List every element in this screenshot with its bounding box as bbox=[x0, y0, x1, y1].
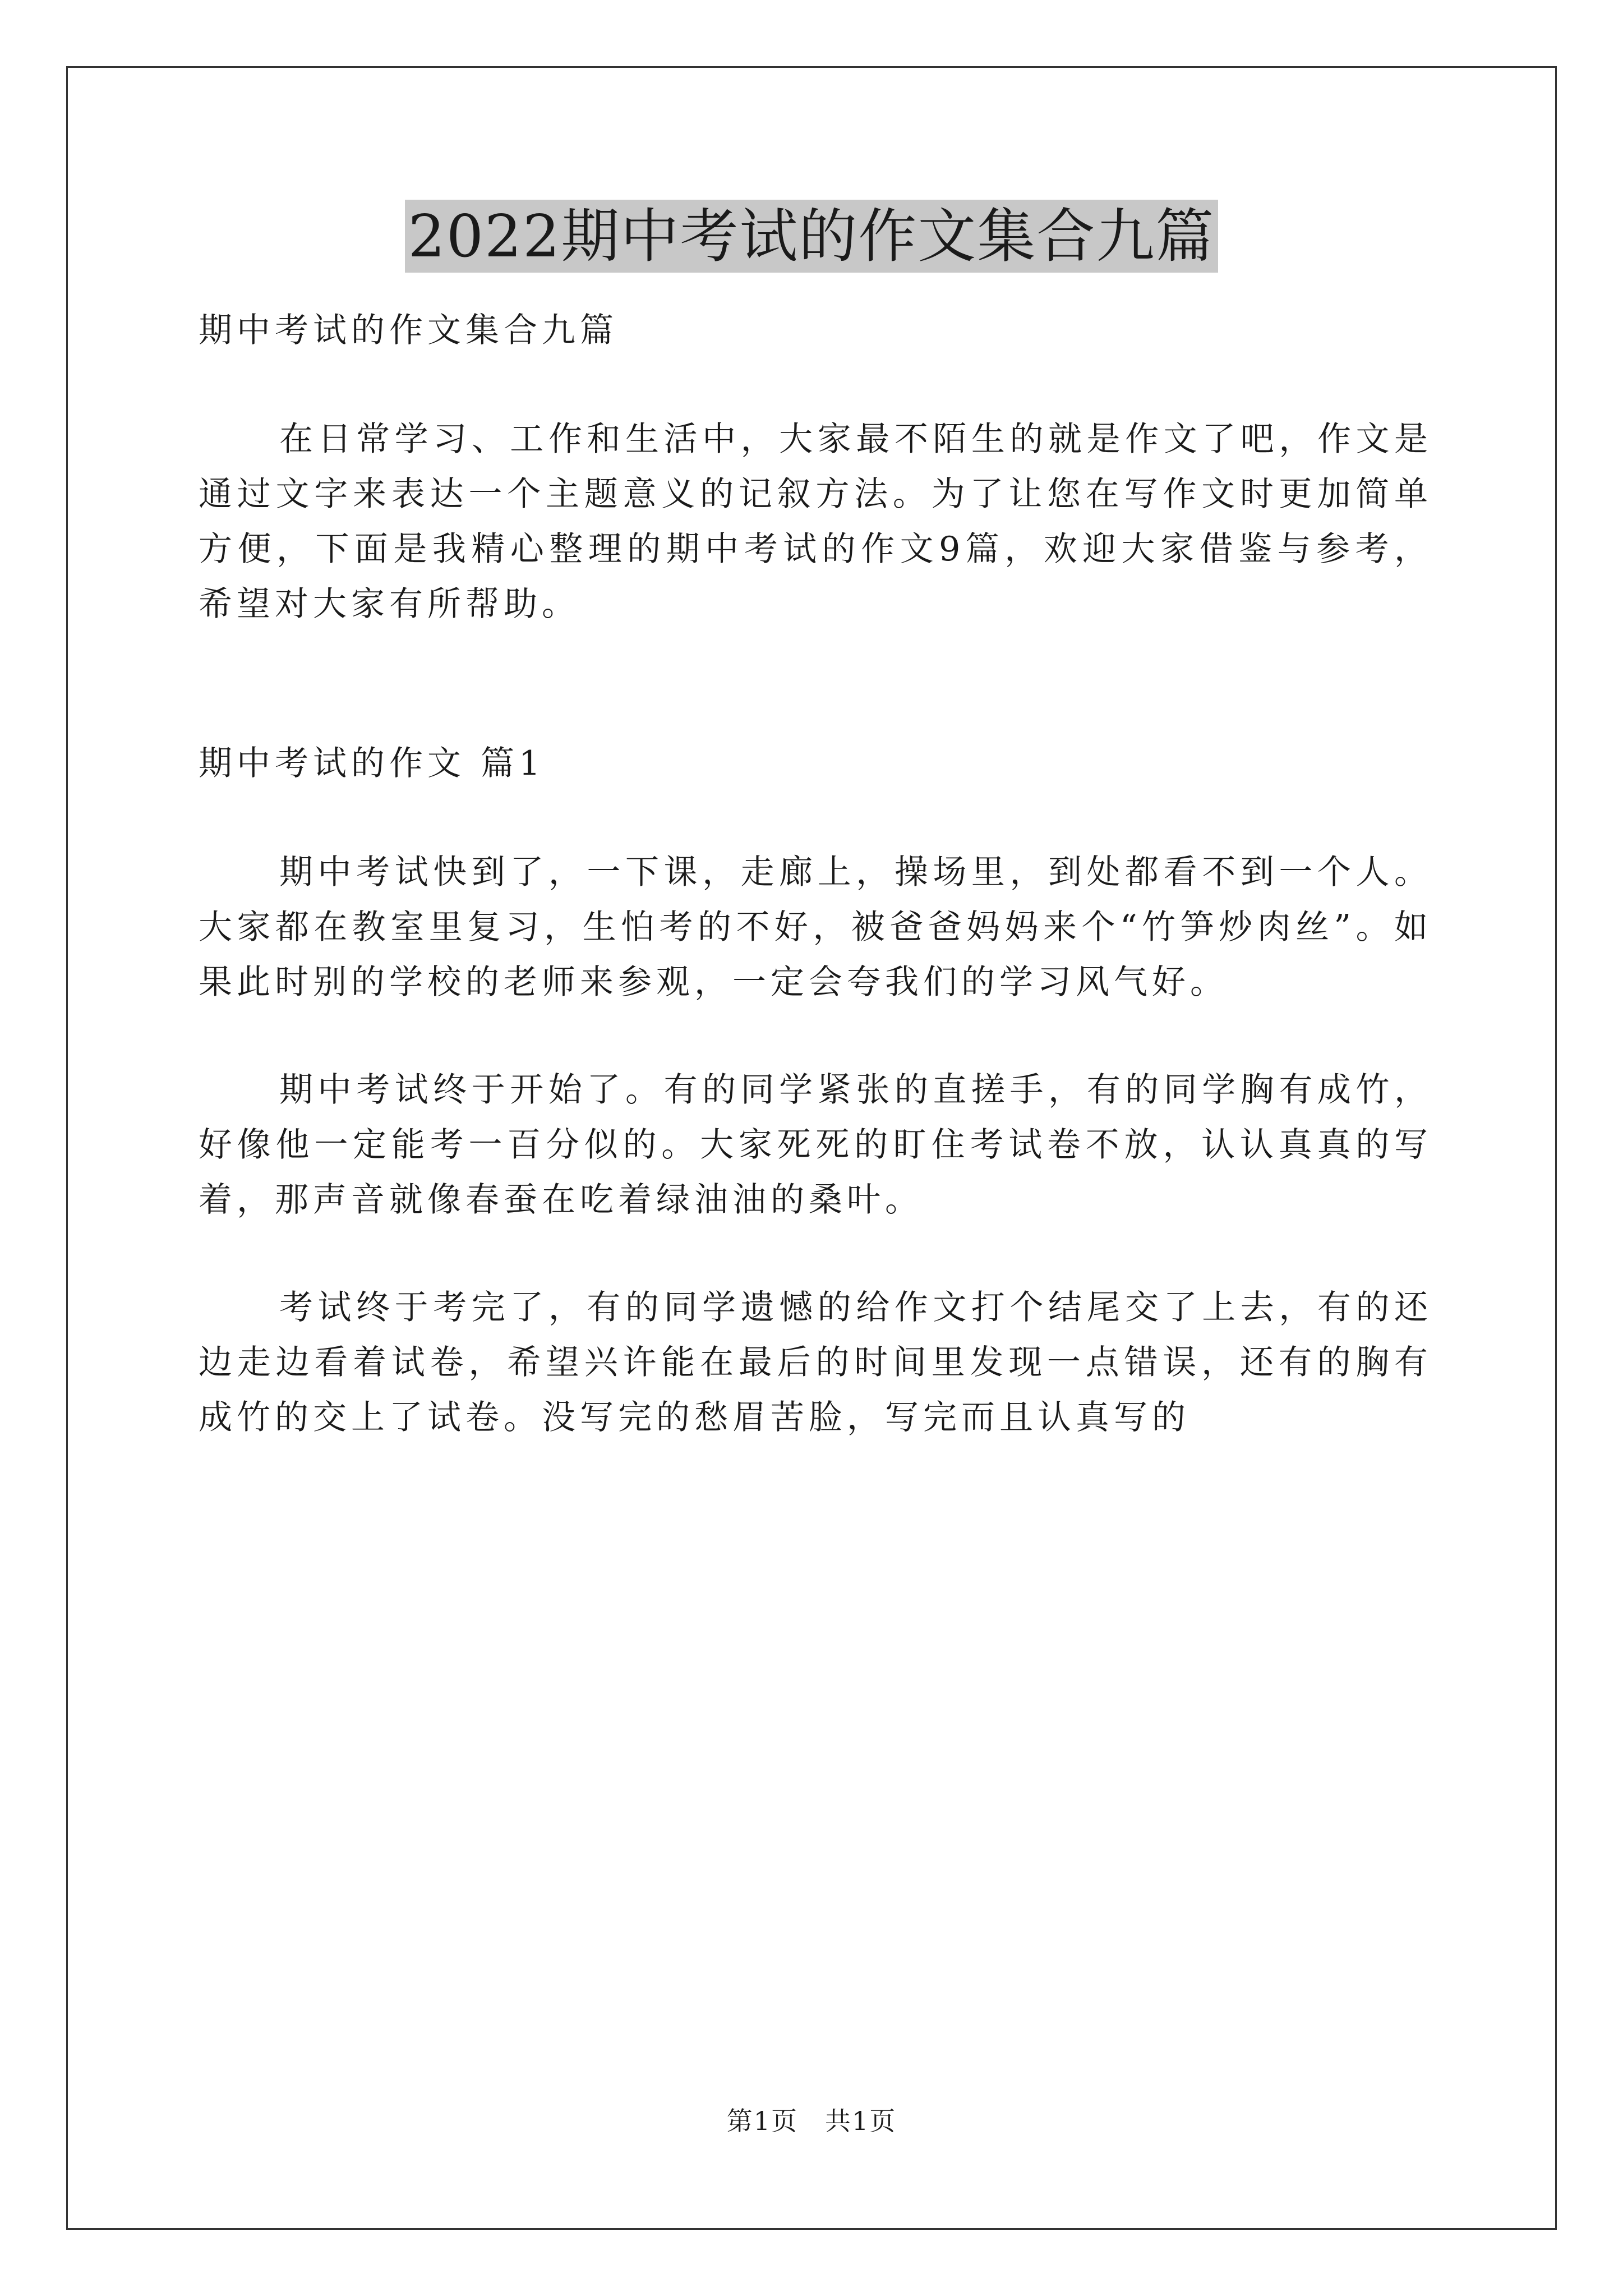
page-total: 共1页 bbox=[825, 2106, 897, 2136]
section-heading: 期中考试的作文 篇1 bbox=[199, 744, 545, 783]
page-footer bbox=[0, 2101, 1623, 2138]
document-body bbox=[199, 303, 1432, 1445]
document-title: 2022期中考试的作文集合九篇 bbox=[405, 200, 1219, 273]
title-container bbox=[0, 200, 1623, 273]
body-paragraph-2: 期中考试终于开始了。有的同学紧张的直搓手，有的同学胸有成竹，好像他一定能考一百分似的。大家死死的盯住考试卷不放，认认真真的写着，那声音就像春蚕在吃着绿油油的桑叶。 bbox=[199, 1070, 1432, 1220]
page-number: 第1页 bbox=[726, 2106, 798, 2136]
body-paragraph-1: 期中考试快到了，一下课，走廊上，操场里，到处都看不到一个人。大家都在教室里复习，生怕考的不好，被爸爸妈妈来个“竹笋炒肉丝”。如果此时别的学校的老师来参观，一定会夸我们的学习风气好。 bbox=[199, 853, 1432, 1002]
intro-paragraph: 在日常学习、工作和生活中，大家最不陌生的就是作文了吧，作文是通过文字来表达一个主题意义的记叙方法。为了让您在写作文时更加简单方便，下面是我精心整理的期中考试的作文9篇，欢迎大家借鉴与参考，希望对大家有所帮助。 bbox=[199, 420, 1432, 624]
body-paragraph-3: 考试终于考完了，有的同学遗憾的给作文打个结尾交了上去，有的还边走边看着试卷，希望兴许能在最后的时间里发现一点错误，还有的胸有成竹的交上了试卷。没写完的愁眉苦脸，写完而且认真写的 bbox=[199, 1288, 1432, 1437]
document-subtitle: 期中考试的作文集合九篇 bbox=[199, 311, 618, 350]
